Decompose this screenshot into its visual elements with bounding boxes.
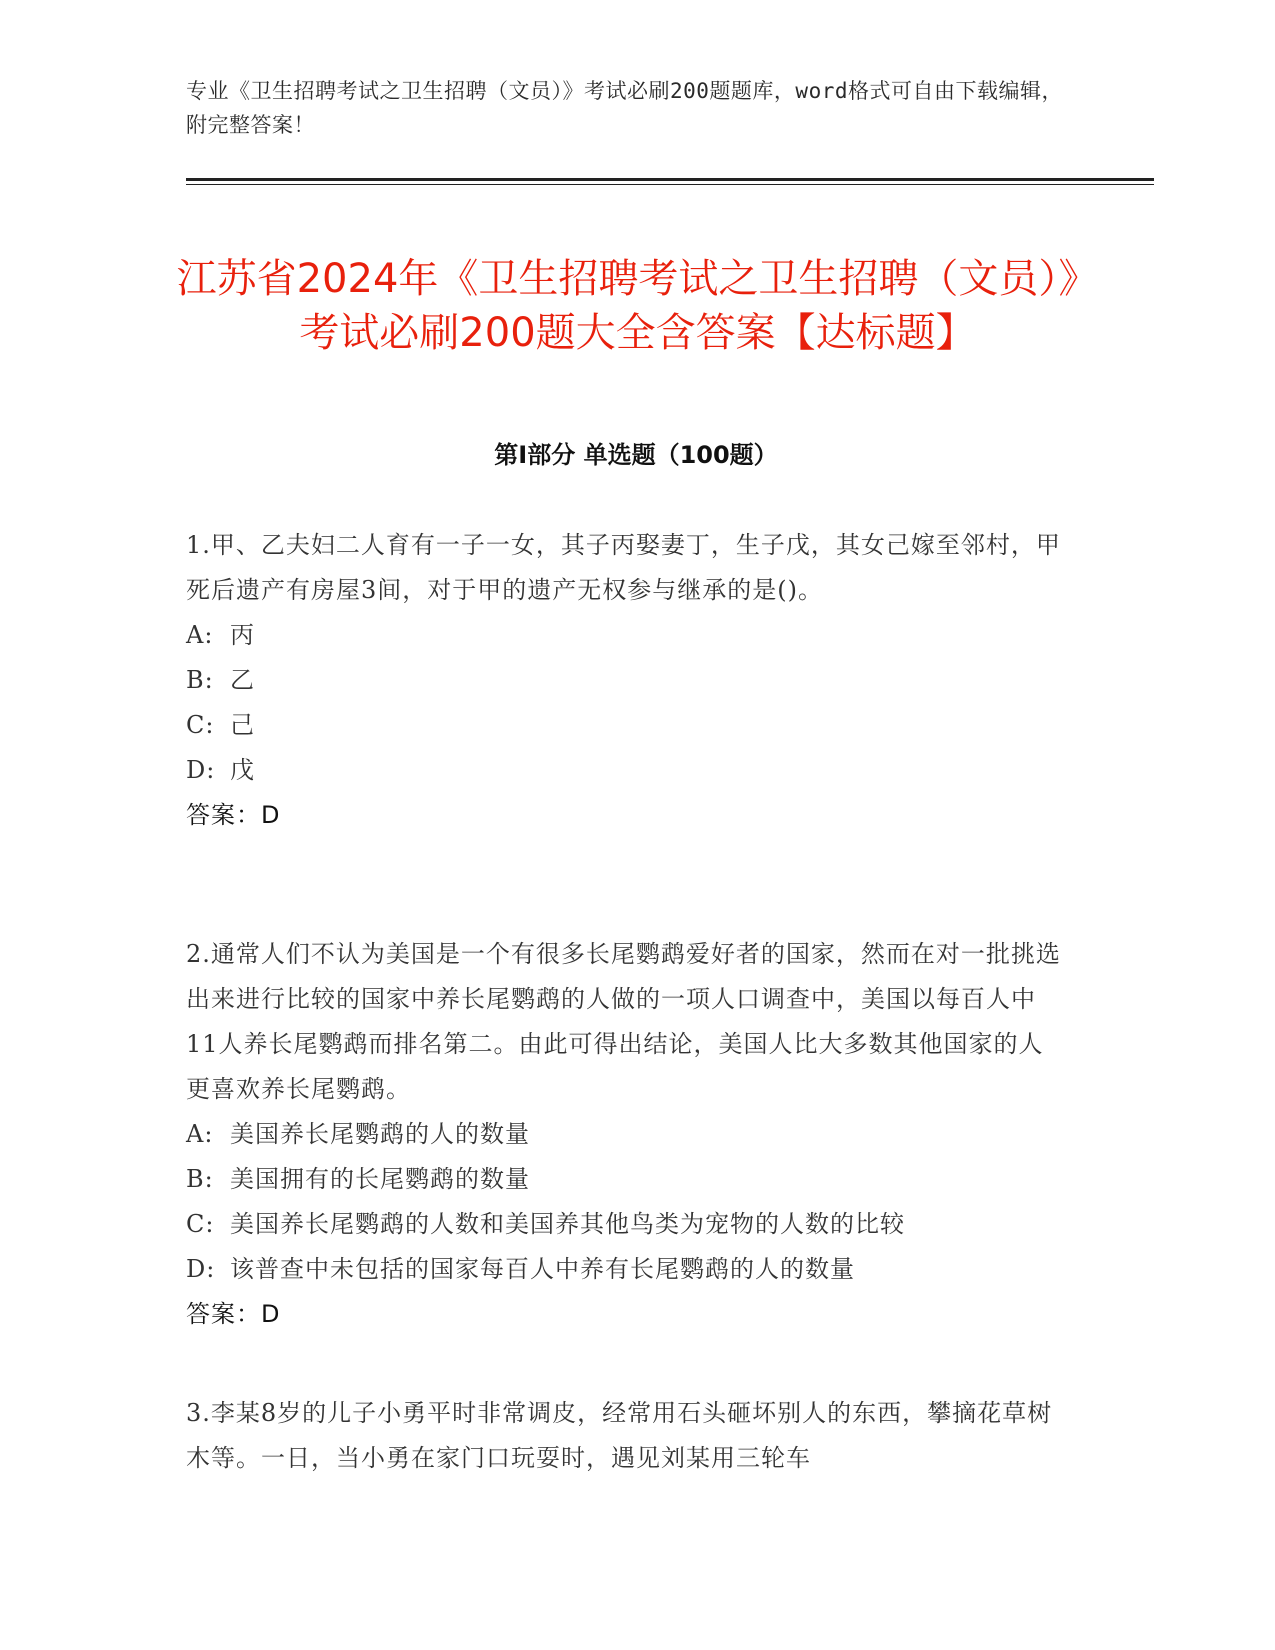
option-text: 该普查中未包括的国家每百人中养有长尾鹦鹉的人的数量 [230,1255,855,1283]
option-label: A: [186,621,214,649]
document-title: 江苏省2024年《卫生招聘考试之卫生招聘（文员）》考试必刷200题大全含答案【达标题】 [176,255,1099,356]
option-text: 戊 [230,756,255,784]
option-text: 美国拥有的长尾鹦鹉的数量 [230,1165,530,1193]
question-stem: 3.李某8岁的儿子小勇平时非常调皮，经常用石头砸坏别人的东西，攀摘花草树木等。一日，当小勇在家门口玩耍时，遇见刘某用三轮车 [186,1399,1053,1472]
option-d [186,1247,1066,1292]
option-b [186,658,1066,703]
question-3 [186,1391,1066,1481]
option-c [186,703,1066,748]
option-text: 丙 [230,621,255,649]
option-a [186,1112,1066,1157]
option-a [186,613,1066,658]
option-d [186,748,1066,793]
question-1 [186,523,1066,838]
option-c [186,1202,1066,1247]
option-text: 美国养长尾鹦鹉的人的数量 [230,1120,530,1148]
option-label: D: [186,1255,216,1283]
header-note: 专业《卫生招聘考试之卫生招聘（文员）》考试必刷200题题库，word格式可自由下载编辑，附完整答案！ [186,79,1063,137]
option-b [186,1157,1066,1202]
question-2 [186,932,1066,1337]
question-stem: 1.甲、乙夫妇二人育有一子一女，其子丙娶妻丁，生子戊，其女己嫁至邻村，甲死后遗产有房屋3间，对于甲的遗产无权参与继承的是()。 [186,531,1061,604]
option-label: C: [186,1210,215,1238]
option-label: D: [186,756,216,784]
option-label: B: [186,666,214,694]
option-text: 己 [230,711,255,739]
option-text: 乙 [230,666,255,694]
option-label: B: [186,1165,214,1193]
option-label: C: [186,711,215,739]
answer-line: 答案：D [186,801,281,829]
answer-line: 答案：D [186,1300,281,1328]
section-heading: 第I部分 单选题（100题） [494,441,778,469]
header-divider-thick [186,178,1154,181]
question-stem: 2.通常人们不认为美国是一个有很多长尾鹦鹉爱好者的国家，然而在对一批挑选出来进行比较的国家中养长尾鹦鹉的人做的一项人口调查中，美国以每百人中11人养长尾鹦鹉而排名第二。由此可得出结论，美国人比大多数其他国家的人更喜欢养长尾鹦鹉。 [186,940,1061,1103]
header-divider-thin [186,184,1154,185]
option-text: 美国养长尾鹦鹉的人数和美国养其他鸟类为宠物的人数的比较 [230,1210,905,1238]
option-label: A: [186,1120,214,1148]
